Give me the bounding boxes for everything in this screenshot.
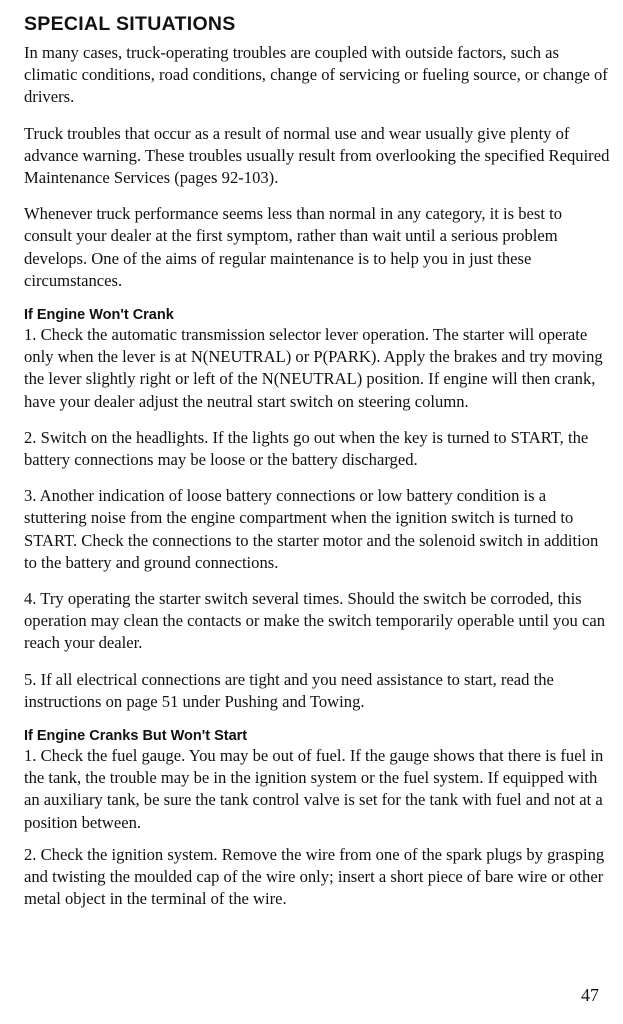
intro-paragraph: Truck troubles that occur as a result of normal use and wear usually give plenty of advance warning. These troubles usually result from overlooking the specified Required Maintenance Services (pages 92-103). [24,123,610,188]
section-heading-wont-crank: If Engine Won't Crank [24,307,174,324]
section-heading-cranks-wont-start: If Engine Cranks But Won't Start [24,728,248,745]
intro-paragraph: In many cases, truck-operating troubles are coupled with outside factors, such as climatic conditions, road conditions, change of servicing or fueling source, or change of drivers. [24,43,608,107]
page-number: 47 [581,985,599,1005]
list-item: 4. Try operating the starter switch several times. Should the switch be corroded, this operation may clean the contacts or make the switch temporarily operable until you can reach your dealer. [24,589,606,653]
manual-page [24,12,612,925]
list-item: 3. Another indication of loose battery connections or low battery condition is a stuttering noise from the engine compartment when the ignition switch is turned to START. Check the connections to the starter motor and the solenoid switch in addition to the battery and ground connections. [24,486,599,572]
page-title: SPECIAL SITUATIONS [24,13,236,35]
list-item: 2. Check the ignition system. Remove the wire from one of the spark plugs by grasping and twisting the moulded cap of the wire only; insert a short piece of bare wire or other metal object in the terminal of the wire. [24,844,605,909]
list-item: 1. Check the automatic transmission selector lever operation. The starter will operate only when the lever is at N(NEUTRAL) or P(PARK). Apply the brakes and try moving the lever slightly right or left of the N(NEUTRAL) position. If engine will then crank, have your dealer adjust the neutral start switch on steering column. [24,325,603,411]
intro-paragraph: Whenever truck performance seems less than normal in any category, it is best to consult your dealer at the first symptom, rather than wait until a serious problem develops. One of the aims of regular maintenance is to help you in just these circumstances. [24,204,563,290]
list-item: 1. Check the fuel gauge. You may be out of fuel. If the gauge shows that there is fuel in the tank, the trouble may be in the ignition system or the fuel system. If equipped with an auxiliary tank, be sure the tank control valve is set for the tank with fuel and not at a position between. [24,746,604,832]
list-item: 2. Switch on the headlights. If the lights go out when the key is turned to START, the battery connections may be loose or the battery discharged. [24,427,589,470]
list-item: 5. If all electrical connections are tight and you need assistance to start, read the instructions on page 51 under Pushing and Towing. [24,669,554,711]
